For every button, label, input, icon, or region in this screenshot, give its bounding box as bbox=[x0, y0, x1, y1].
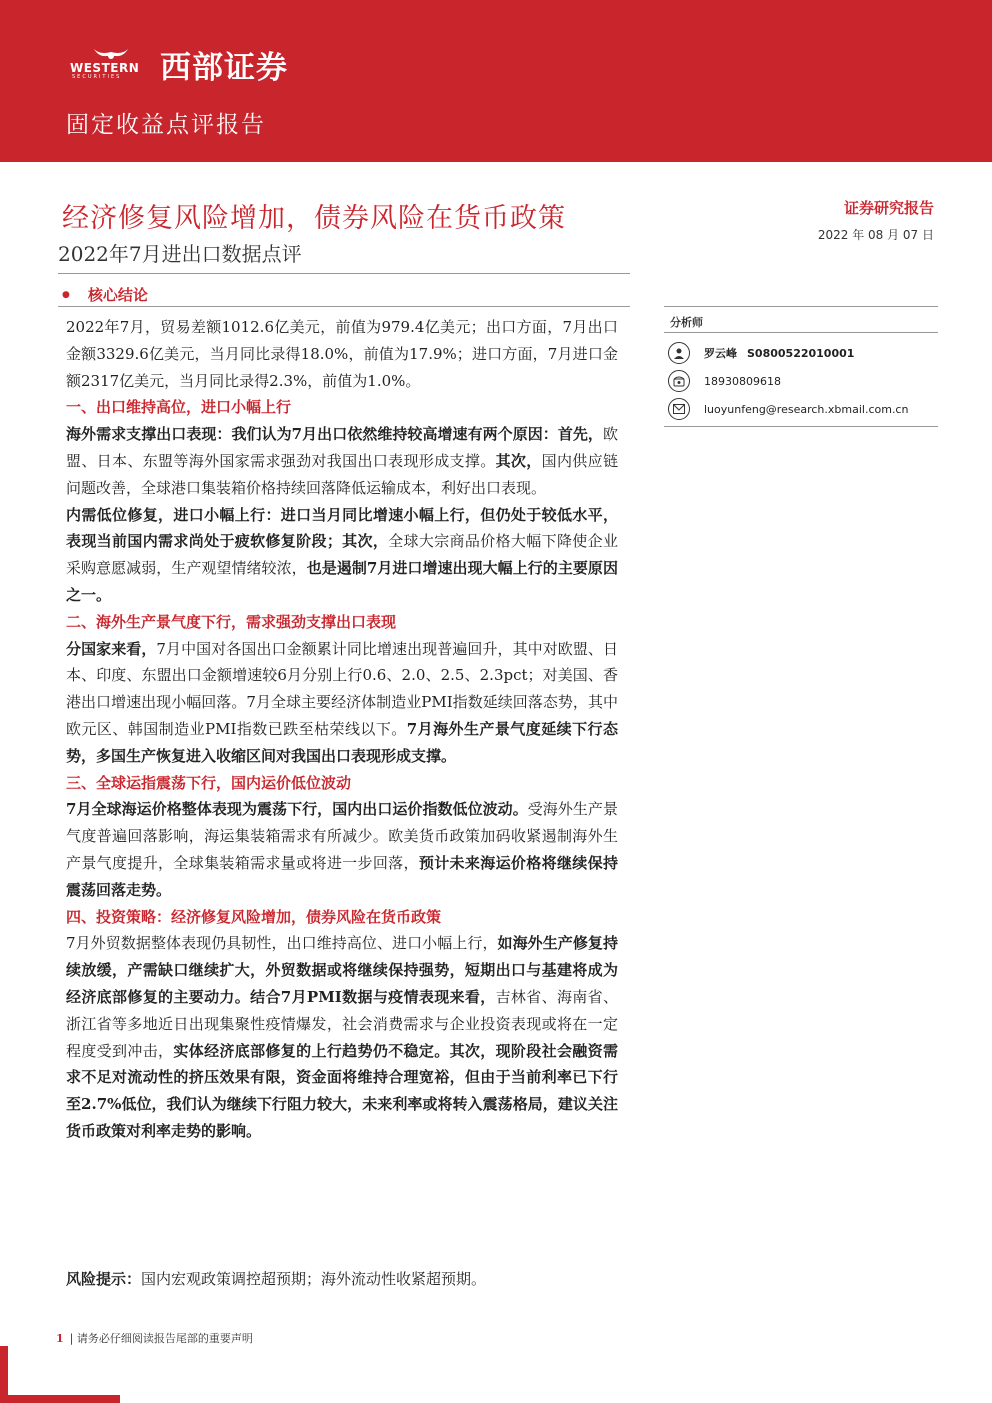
body-text: 国内供应链问题改善，全球港口集装箱价格持续回落降低运输成本，利好出口表现。 bbox=[66, 451, 618, 497]
bold-text: 内需低位修复，进口小幅上行：进口当月同比增速小幅上行，但仍处于较低水平，表现当前国内需求尚处于疲软修复阶段；其次， bbox=[66, 505, 618, 551]
section-4-title: 四、投资策略：经济修复风险增加，债券风险在货币政策 bbox=[66, 907, 442, 926]
logo-chinese-text: 西部证券 bbox=[160, 50, 288, 86]
report-title: 经济修复风险增加，债券风险在货币政策 bbox=[62, 203, 566, 234]
core-divider bbox=[58, 306, 630, 307]
report-subtitle: 2022年7月进出口数据点评 bbox=[58, 242, 302, 266]
bold-text: 7月海外生产景气度延续下行态势，多国生产恢复进入收缩区间对我国出口表现形成支撑。 bbox=[66, 719, 618, 765]
report-date: 2022 年 08 月 07 日 bbox=[817, 228, 934, 242]
company-logo bbox=[70, 42, 288, 87]
phone-icon bbox=[668, 370, 690, 392]
footer-disclaimer: | 请务必仔细阅读报告尾部的重要声明 bbox=[69, 1332, 253, 1345]
title-divider bbox=[58, 273, 630, 274]
analyst-name-row bbox=[668, 342, 854, 364]
bold-text: 海外需求支撑出口表现：我们认为7月出口依然维持较高增速有两个原因：首先， bbox=[66, 425, 603, 444]
bold-text: 也是遏制7月进口增速出现大幅上行的主要原因之一。 bbox=[66, 559, 618, 604]
logo-english-subtext: SECURITIES bbox=[72, 73, 122, 80]
analyst-email[interactable]: luoyunfeng@research.xbmail.com.cn bbox=[704, 402, 909, 416]
core-conclusion-label: 核心结论 bbox=[87, 286, 148, 304]
analyst-label-divider bbox=[664, 332, 938, 333]
section-2-title: 二、海外生产景气度下行，需求强劲支撑出口表现 bbox=[66, 612, 397, 631]
report-body bbox=[66, 314, 618, 1145]
body-text: 全球大宗商品价格大幅下降使企业采购意愿减弱，生产观望情绪较浓， bbox=[66, 532, 618, 578]
body-text: 欧盟、日本、东盟等海外国家需求强劲对我国出口表现形成支撑。 bbox=[66, 425, 618, 470]
bold-text: 7月全球海运价格整体表现为震荡下行，国内出口运价指数低位波动。 bbox=[66, 800, 528, 819]
person-icon bbox=[668, 342, 690, 364]
analyst-phone: 18930809618 bbox=[704, 374, 781, 388]
email-icon bbox=[668, 398, 690, 420]
section-1-paragraph-2 bbox=[66, 502, 618, 609]
analyst-bottom-divider bbox=[664, 426, 938, 427]
page-footer bbox=[56, 1330, 253, 1346]
report-type-label: 证券研究报告 bbox=[843, 199, 934, 217]
analyst-phone-row bbox=[668, 370, 781, 392]
analyst-cert-number: S0800522010001 bbox=[747, 346, 855, 360]
risk-text: 国内宏观政策调控超预期；海外流动性收紧超预期。 bbox=[141, 1270, 487, 1288]
bold-text: 分国家来看， bbox=[66, 639, 157, 658]
corner-accent-horizontal bbox=[0, 1395, 120, 1403]
body-text: 吉林省、海南省、浙江省等多地近日出现集聚性疫情爆发，社会消费需求与企业投资表现或将在一定程度受到冲击， bbox=[66, 987, 618, 1060]
analyst-top-divider bbox=[664, 306, 938, 307]
bold-text: 实体经济底部修复的上行趋势仍不稳定。其次，现阶段社会融资需求不足对流动性的挤压效果有限，资金面将维持合理宽裕，但由于当前利率已下行至2.7%低位，我们认为继续下行阻力较大，未来利率或将转入震荡格局，建议关注货币政策对利率走势的影响。 bbox=[66, 1041, 618, 1140]
body-text: 7月外贸数据整体表现仍具韧性，出口维持高位、进口小幅上行， bbox=[66, 934, 498, 953]
body-text: 受海外生产景气度普遍回落影响，海运集装箱需求有所减少。欧美货币政策加码收紧遏制海外生产景气度提升，全球集装箱需求量或将进一步回落， bbox=[66, 800, 618, 872]
logo-mark bbox=[70, 47, 152, 83]
logo-english-text: WESTERN bbox=[70, 60, 140, 75]
section-3-title: 三、全球运指震荡下行，国内运价低位波动 bbox=[66, 773, 352, 792]
analyst-label: 分析师 bbox=[670, 316, 703, 329]
header-banner bbox=[0, 0, 992, 162]
bullet-icon: ● bbox=[62, 289, 70, 300]
page-number: 1 bbox=[56, 1332, 64, 1345]
bold-text: 如海外生产修复持续放缓，产需缺口继续扩大，外贸数据或将继续保持强势，短期出口与基建将成为经济底部修复的主要动力。结合7月PMI数据与疫情表现来看， bbox=[66, 934, 618, 1006]
section-4-paragraph-1 bbox=[66, 930, 618, 1144]
core-conclusion-heading bbox=[62, 284, 148, 305]
section-2-paragraph-1 bbox=[66, 636, 618, 770]
bull-horns-icon bbox=[92, 47, 130, 61]
report-category: 固定收益点评报告 bbox=[66, 112, 266, 138]
risk-note bbox=[66, 1266, 486, 1292]
risk-label: 风险提示： bbox=[66, 1270, 142, 1288]
intro-paragraph: 2022年7月，贸易差额1012.6亿美元，前值为979.4亿美元；出口方面，7月出口金额3329.6亿美元，当月同比录得18.0%，前值为17.9%；进口方面，7月进口金额2317亿美元，当月同比录得2.3%，前值为1.0%。 bbox=[66, 318, 618, 390]
analyst-email-row[interactable] bbox=[668, 398, 908, 420]
section-1-paragraph-1 bbox=[66, 421, 618, 501]
body-text: 7月中国对各国出口金额累计同比增速出现普遍回升，其中对欧盟、日本、印度、东盟出口金额增速较6月分别上行0.6、2.0、2.5、2.3pct；对美国、香港出口增速出现小幅回落。7月全球主要经济体制造业PMI指数延续回落态势，其中欧元区、韩国制造业PMI指数已跌至枯荣线以下。 bbox=[66, 639, 618, 738]
section-3-paragraph-1 bbox=[66, 796, 618, 903]
section-1-title: 一、出口维持高位，进口小幅上行 bbox=[66, 398, 292, 417]
bold-text: 预计未来海运价格将继续保持震荡回落走势。 bbox=[66, 853, 618, 899]
bold-text: 其次， bbox=[495, 451, 542, 470]
analyst-name: 罗云峰 bbox=[704, 347, 737, 360]
